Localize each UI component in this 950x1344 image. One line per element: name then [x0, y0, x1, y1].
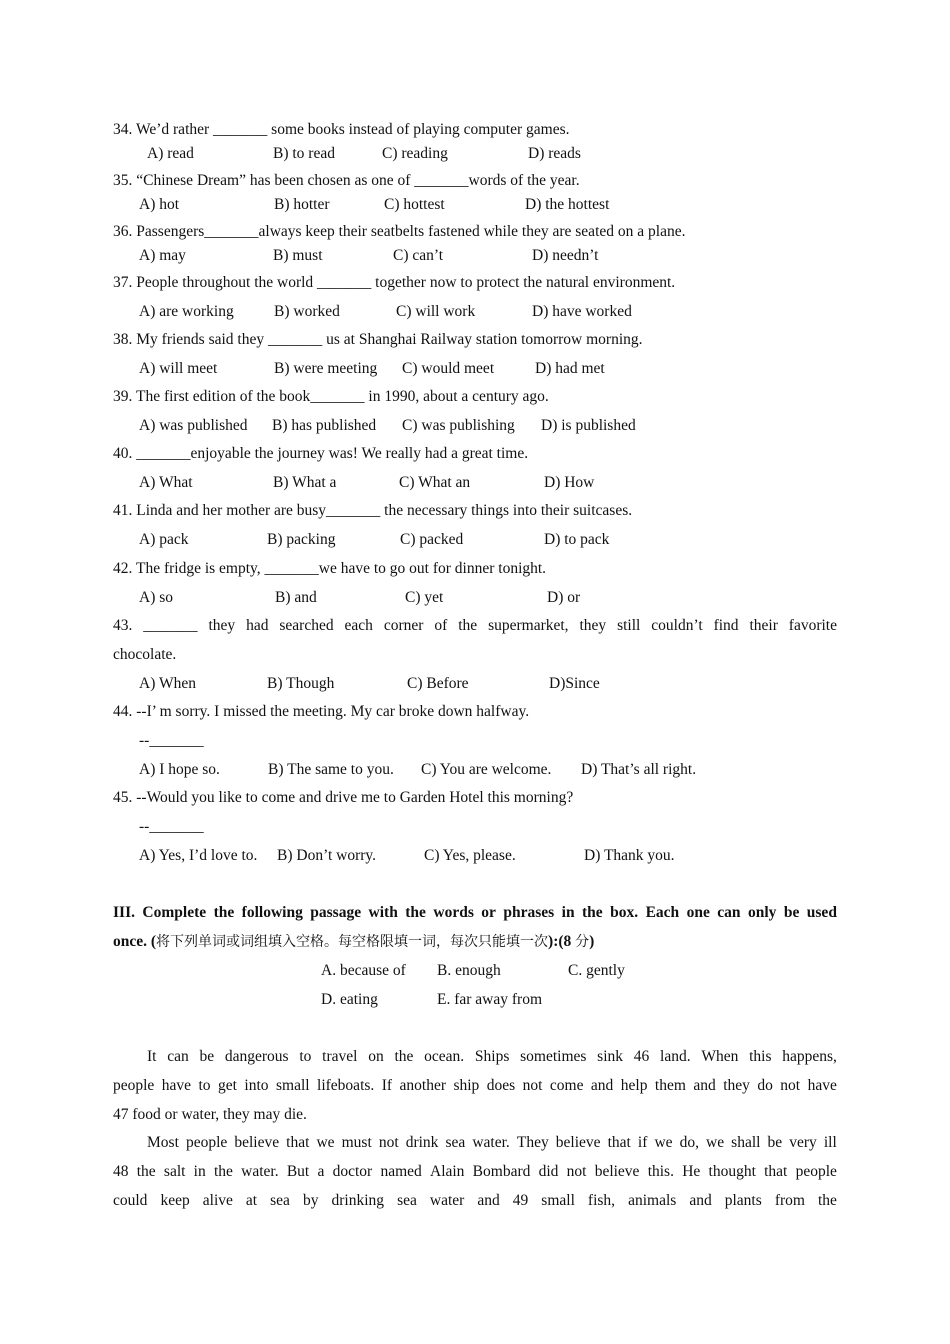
passage-p1-l2-word: them: [654, 1077, 686, 1094]
passage-p1-l2-word: and: [693, 1077, 716, 1094]
passage-p2-l2-word: Alain: [430, 1163, 465, 1180]
question-44-answer-blank: --_______: [139, 732, 204, 749]
passage-p2-l2-word: water.: [241, 1163, 279, 1180]
section-3-heading-word: only: [747, 904, 777, 921]
section-3-heading-chinese: 将下列单词或词组填入空格。每空格限填一词，每次只能填一次: [156, 934, 549, 950]
word-box-item-a: A. because of: [321, 962, 406, 979]
passage-p2-l3-word: keep: [160, 1192, 190, 1209]
passage-p1-l1-word: It: [147, 1048, 157, 1065]
question-43-option-a: A) When: [139, 675, 196, 692]
passage-p2-l2-word: a: [317, 1163, 325, 1180]
question-44-option-c: C) You are welcome.: [421, 761, 552, 778]
passage-p2-l3-word: 49: [512, 1192, 529, 1209]
question-44-option-d: D) That’s all right.: [581, 761, 697, 778]
question-37-option-b: B) worked: [274, 303, 340, 320]
passage-p1-l2-word: have: [807, 1077, 837, 1094]
question-40-stem: 40. _______enjoyable the journey was! We really had a great time.: [113, 445, 529, 462]
passage-p2-l3-word: plants: [724, 1192, 762, 1209]
passage-p1-l2-word: to: [198, 1077, 211, 1094]
passage-p2-l1-word: very: [789, 1134, 817, 1151]
passage-p1-l1-word: can: [167, 1048, 189, 1065]
passage-p1-l2-word: If: [381, 1077, 393, 1094]
question-40-option-b: B) What a: [273, 474, 337, 491]
word-box-item-d: D. eating: [321, 991, 378, 1008]
passage-p2-l2-word: salt: [163, 1163, 186, 1180]
passage-p2-l2-word: 48: [113, 1163, 129, 1180]
passage-p2-l1-word: we: [316, 1134, 335, 1151]
passage-p1-l2-word: into: [244, 1077, 269, 1094]
section-3-heading-word: Each: [645, 904, 680, 921]
passage-p2-l1-word: must: [341, 1134, 372, 1151]
passage-p2-l1-word: that: [607, 1134, 631, 1151]
question-45-stem: 45. --Would you like to come and drive me to Garden Hotel this morning?: [113, 789, 574, 806]
section-3-heading-word: following: [241, 904, 303, 921]
question-39-option-b: B) has published: [272, 417, 377, 434]
passage-p2-l1-word: water.: [472, 1134, 510, 1151]
passage-p1-l1-word: ocean.: [424, 1048, 465, 1065]
passage-p2-l2-word: the: [136, 1163, 156, 1180]
passage-p2-l1-word: do,: [679, 1134, 699, 1151]
passage-p1-l2-word: get: [218, 1077, 237, 1094]
question-36-option-b: B) must: [273, 247, 323, 264]
section-3-heading-word: words: [433, 904, 474, 921]
question-43-word: each: [344, 617, 373, 634]
passage-p2-l1-word: They: [516, 1134, 549, 1151]
passage-p1-line-3: 47 food or water, they may die.: [113, 1106, 307, 1123]
section-3-heading-word: box.: [610, 904, 639, 921]
question-44-option-a: A) I hope so.: [139, 761, 220, 778]
passage-p1-l2-word: not: [780, 1077, 801, 1094]
passage-p1-l1-word: 46: [633, 1048, 650, 1065]
question-41-option-d: D) to pack: [544, 531, 610, 548]
section-3-heading-word: passage: [310, 904, 362, 921]
question-35-option-b: B) hotter: [274, 196, 330, 213]
question-35-option-c: C) hottest: [384, 196, 445, 213]
passage-p2-l3-word: from: [774, 1192, 805, 1209]
question-37-stem: 37. People throughout the world _______ together now to protect the natural environment.: [113, 274, 676, 291]
question-40-option-a: A) What: [139, 474, 193, 491]
question-43-option-c: C) Before: [407, 675, 469, 692]
question-39-option-d: D) is published: [541, 417, 636, 434]
word-box-item-e: E. far away from: [437, 991, 543, 1008]
question-38-option-d: D) had met: [535, 360, 605, 377]
passage-p2-l1-word: shall: [731, 1134, 761, 1151]
section-3-heading-colon: ):: [548, 933, 559, 950]
section-3-heading-word: in: [561, 904, 575, 921]
question-44-stem: 44. --I’ m sorry. I missed the meeting. My car broke down halfway.: [113, 703, 530, 720]
passage-p2-l2-word: this.: [647, 1163, 674, 1180]
question-43-word: the: [458, 617, 478, 634]
question-45-option-b: B) Don’t worry.: [277, 847, 377, 864]
passage-p2-l1-word: if: [637, 1134, 648, 1151]
passage-p2-line-3: [113, 1191, 837, 1211]
question-34-option-d: D) reads: [528, 145, 581, 162]
passage-p1-l2-word: do: [757, 1077, 773, 1094]
question-45-answer-blank: --_______: [139, 818, 204, 835]
question-36-stem: 36. Passengers_______always keep their seatbelts fastened while they are seated on a plane.: [113, 223, 686, 240]
question-43-word: their: [749, 617, 778, 634]
passage-p2-l3-word: water: [429, 1192, 465, 1209]
passage-p2-l2-word: But: [286, 1163, 310, 1180]
passage-p2-l1-word: be: [767, 1134, 783, 1151]
question-43-stem-line-1: [113, 616, 837, 636]
passage-p1-l2-word: not: [522, 1077, 543, 1094]
passage-p2-l2-word: did: [538, 1163, 559, 1180]
question-36-option-d: D) needn’t: [532, 247, 599, 264]
passage-p2-l3-word: by: [302, 1192, 319, 1209]
passage-p2-l1-word: that: [286, 1134, 310, 1151]
passage-p1-l1-word: happens,: [782, 1048, 837, 1065]
passage-p1-l2-word: lifeboats.: [317, 1077, 375, 1094]
question-43-word: corner: [383, 617, 424, 634]
passage-p2-l1-word: sea: [445, 1134, 466, 1151]
question-43-option-d: D)Since: [549, 675, 600, 692]
section-3-heading-word: the: [405, 904, 426, 921]
passage-p1-line-1: [147, 1047, 837, 1067]
question-43-word: find: [713, 617, 739, 634]
passage-p2-l1-word: we: [706, 1134, 725, 1151]
passage-p1-l2-word: people: [113, 1077, 155, 1094]
question-40-option-d: D) How: [544, 474, 595, 491]
question-43-word: they: [579, 617, 607, 634]
question-37-option-c: C) will work: [396, 303, 476, 320]
passage-p1-l1-word: Ships: [474, 1048, 510, 1065]
passage-p2-l2-word: named: [380, 1163, 422, 1180]
question-41-option-c: C) packed: [400, 531, 464, 548]
question-42-option-a: A) so: [139, 589, 174, 606]
question-43-word: supermarket,: [488, 617, 569, 634]
question-43-word: still: [617, 617, 641, 634]
passage-p2-l1-word: we: [654, 1134, 673, 1151]
question-41-stem: 41. Linda and her mother are busy_______ the necessary things into their suitcases.: [113, 502, 633, 519]
question-38-stem: 38. My friends said they _______ us at Shanghai Railway station tomorrow morning.: [113, 331, 643, 348]
passage-p1-l1-word: sometimes: [520, 1048, 587, 1065]
passage-p2-l1-word: ill: [823, 1134, 837, 1151]
question-43-word: they: [208, 617, 236, 634]
passage-p1-l2-word: they: [723, 1077, 750, 1094]
section-3-heading-line-1: [113, 903, 837, 923]
section-3-heading-unit: 分: [575, 934, 590, 950]
passage-p2-l3-word: and: [477, 1192, 500, 1209]
question-36-option-a: A) may: [139, 247, 186, 264]
passage-p2-l3-word: drinking: [331, 1192, 385, 1209]
question-43-option-b: B) Though: [267, 675, 335, 692]
passage-p2-l3-word: sea: [397, 1192, 417, 1209]
question-43-word: favorite: [788, 617, 837, 634]
passage-p2-l2-word: Bombard: [472, 1163, 531, 1180]
question-42-option-d: D) or: [547, 589, 581, 606]
section-3-heading-word: the: [582, 904, 603, 921]
question-42-option-b: B) and: [275, 589, 317, 606]
passage-p1-l1-word: When: [701, 1048, 739, 1065]
question-34-stem: 34. We’d rather _______ some books instead of playing computer games.: [113, 121, 570, 138]
question-41-option-b: B) packing: [267, 531, 336, 548]
passage-p2-l3-word: and: [689, 1192, 712, 1209]
question-45-option-d: D) Thank you.: [584, 847, 675, 864]
section-3-heading-word: the: [213, 904, 235, 921]
word-box-item-c: C. gently: [568, 962, 625, 979]
passage-p2-l2-word: people: [795, 1163, 837, 1180]
question-34-option-c: C) reading: [382, 145, 448, 162]
word-box-item-b: B. enough: [437, 962, 501, 979]
passage-p1-l1-word: the: [394, 1048, 414, 1065]
passage-p2-l2-word: the: [213, 1163, 233, 1180]
question-43-word: _______: [143, 617, 198, 634]
passage-p1-l1-word: sink: [597, 1048, 624, 1065]
passage-p1-l1-word: on: [368, 1048, 384, 1065]
passage-p1-l2-word: small: [275, 1077, 310, 1094]
question-34-option-a: A) read: [147, 145, 194, 162]
section-3-heading-word: or: [481, 904, 496, 921]
passage-p2-l2-word: that: [764, 1163, 788, 1180]
section-3-heading-line-2: [113, 932, 594, 952]
question-38-option-c: C) would meet: [402, 360, 495, 377]
section-3-heading-word: phrases: [503, 904, 555, 921]
section-3-heading-word: can: [717, 904, 741, 921]
question-45-option-a: A) Yes, I’d love to.: [139, 847, 258, 864]
passage-p1-l2-word: have: [161, 1077, 192, 1094]
passage-p1-l1-word: travel: [322, 1048, 358, 1065]
passage-p1-l1-word: dangerous: [224, 1048, 289, 1065]
passage-p1-l2-word: does: [486, 1077, 516, 1094]
question-39-option-a: A) was published: [139, 417, 248, 434]
question-44-option-b: B) The same to you.: [268, 761, 394, 778]
question-38-option-b: B) were meeting: [274, 360, 378, 377]
passage-p2-l2-word: believe: [594, 1163, 640, 1180]
passage-p2-l2-word: thought: [708, 1163, 756, 1180]
section-3-heading-close: ): [589, 933, 595, 950]
question-43-word: of: [434, 617, 448, 634]
passage-p2-l1-word: people: [185, 1134, 228, 1151]
question-40-option-c: C) What an: [399, 474, 471, 491]
passage-p1-l1-word: be: [199, 1048, 215, 1065]
question-43-stem-line-2: chocolate.: [113, 646, 177, 663]
section-3-heading-word: one: [686, 904, 710, 921]
question-35-option-d: D) the hottest: [525, 196, 610, 213]
section-3-heading-once: once. (: [113, 933, 157, 950]
passage-p2-line-2: [113, 1162, 837, 1182]
passage-p1-l2-word: and: [590, 1077, 614, 1094]
passage-p2-l1-word: believe: [555, 1134, 601, 1151]
question-43-word: searched: [279, 617, 334, 634]
question-43-word: 43.: [113, 617, 133, 634]
passage-p2-l1-word: not: [378, 1134, 399, 1151]
passage-p2-l2-word: He: [682, 1163, 701, 1180]
passage-p2-l2-word: not: [566, 1163, 587, 1180]
passage-p2-l3-word: animals: [628, 1192, 677, 1209]
question-43-word: couldn’t: [651, 617, 703, 634]
question-36-option-c: C) can’t: [393, 247, 444, 264]
section-3-heading-score: (8: [558, 933, 572, 950]
question-37-option-a: A) are working: [139, 303, 234, 320]
passage-p2-l3-word: the: [817, 1192, 837, 1209]
passage-p1-l2-word: another: [399, 1077, 446, 1094]
passage-p2-l2-word: doctor: [332, 1163, 373, 1180]
question-42-stem: 42. The fridge is empty, _______we have to go out for dinner tonight.: [113, 560, 547, 577]
passage-p1-line-2: [113, 1076, 837, 1096]
passage-p1-l2-word: ship: [453, 1077, 480, 1094]
question-41-option-a: A) pack: [139, 531, 189, 548]
passage-p1-l2-word: come: [549, 1077, 584, 1094]
passage-p2-l3-word: alive: [202, 1192, 233, 1209]
question-35-option-a: A) hot: [139, 196, 180, 213]
section-3-heading-word: III.: [113, 904, 135, 921]
section-3-heading-word: be: [783, 904, 800, 921]
section-3-heading-word: with: [368, 904, 398, 921]
passage-p1-l2-word: help: [620, 1077, 648, 1094]
question-42-option-c: C) yet: [405, 589, 444, 606]
question-43-word: had: [246, 617, 269, 634]
passage-p2-l3-word: sea: [270, 1192, 290, 1209]
question-35-stem: 35. “Chinese Dream” has been chosen as one of _______words of the year.: [113, 172, 580, 189]
section-3-heading-word: used: [806, 904, 837, 921]
passage-p2-l2-word: in: [193, 1163, 206, 1180]
question-38-option-a: A) will meet: [139, 360, 218, 377]
passage-p1-l1-word: this: [749, 1048, 772, 1065]
passage-p2-l3-word: at: [245, 1192, 258, 1209]
question-37-option-d: D) have worked: [532, 303, 632, 320]
passage-p1-l1-word: land.: [660, 1048, 691, 1065]
passage-p2-l3-word: fish,: [587, 1192, 616, 1209]
passage-p2-l3-word: small: [541, 1192, 575, 1209]
passage-p2-l1-word: Most: [147, 1134, 179, 1151]
passage-p2-l1-word: believe: [234, 1134, 280, 1151]
section-3-heading-word: Complete: [142, 904, 207, 921]
question-39-stem: 39. The first edition of the book_______ in 1990, about a century ago.: [113, 388, 549, 405]
passage-p1-l1-word: to: [299, 1048, 312, 1065]
passage-p2-l3-word: could: [113, 1192, 148, 1209]
question-39-option-c: C) was publishing: [402, 417, 515, 434]
question-45-option-c: C) Yes, please.: [424, 847, 516, 864]
passage-p2-l1-word: drink: [405, 1134, 439, 1151]
passage-p2-line-1: [147, 1133, 837, 1153]
question-34-option-b: B) to read: [273, 145, 335, 162]
